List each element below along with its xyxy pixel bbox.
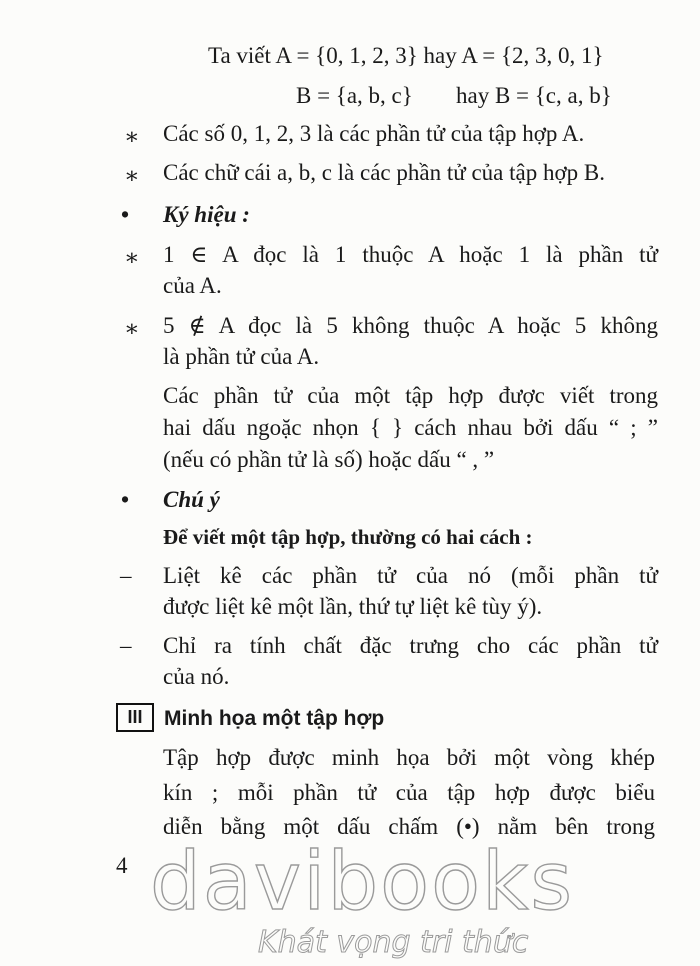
symbol-paragraph-line-2: hai dấu ngoặc nhọn { } cách nhau bởi dấu “ ; ”: [163, 415, 658, 440]
method-1-line-2: được liệt kê một lần, thứ tự liệt kê tùy ý).: [163, 594, 543, 619]
note-1-text: Các số 0, 1, 2, 3 là các phần tử của tập hợp A.: [163, 121, 585, 146]
symbol-item-2-line-1: 5 ∉ A đọc là 5 không thuộc A hoặc 5 không: [163, 313, 658, 338]
method-1-marker: –: [120, 563, 132, 588]
section-paragraph-line-3: diễn bằng một dấu chấm (•) nằm bên trong: [163, 814, 655, 839]
note-section-subheading: Để viết một tập hợp, thường có hai cách :: [163, 525, 533, 549]
note-2-marker: ∗: [124, 163, 140, 188]
method-2-line-1: Chỉ ra tính chất đặc trưng cho các phần tử: [163, 633, 658, 658]
watermark-slogan: Khát vọng tri thức: [258, 925, 529, 960]
symbol-item-1-marker: ∗: [124, 245, 140, 270]
watermark-brand: davibooks: [150, 835, 575, 928]
section-number: III: [127, 707, 143, 727]
symbol-item-2-line-2: là phần tử của A.: [163, 344, 320, 369]
section-number-box: [116, 703, 154, 732]
example-line-2b: hay B = {c, a, b}: [456, 83, 612, 108]
method-1-line-1: Liệt kê các phần tử của nó (mỗi phần tử: [163, 563, 658, 588]
method-2-line-2: của nó.: [163, 664, 230, 689]
symbol-paragraph-line-3: (nếu có phần tử là số) hoặc dấu “ , ”: [163, 447, 495, 472]
symbol-paragraph-line-1: Các phần tử của một tập hợp được viết trong: [163, 383, 658, 408]
symbol-item-1-line-1: 1 ∈ A đọc là 1 thuộc A hoặc 1 là phần tử: [163, 242, 658, 267]
note-2-text: Các chữ cái a, b, c là các phần tử của tập hợp B.: [163, 160, 605, 185]
symbol-item-1-line-2: của A.: [163, 273, 222, 298]
note-1-marker: ∗: [124, 124, 140, 149]
symbol-heading: Ký hiệu :: [163, 202, 250, 227]
symbol-item-2-marker: ∗: [124, 316, 140, 341]
section-paragraph-line-1: Tập hợp được minh họa bởi một vòng khép: [163, 745, 655, 770]
example-line-2a: B = {a, b, c}: [296, 83, 413, 108]
note-section-bullet: •: [121, 487, 130, 512]
example-line-1: Ta viết A = {0, 1, 2, 3} hay A = {2, 3, 0, 1}: [208, 43, 604, 68]
method-2-marker: –: [120, 633, 132, 658]
section-title: Minh họa một tập hợp: [164, 707, 385, 730]
note-section-heading: Chú ý: [163, 487, 220, 512]
section-paragraph-line-2: kín ; mỗi phần tử của tập hợp được biểu: [163, 780, 655, 805]
page-number: 4: [116, 853, 128, 878]
symbol-bullet: •: [121, 202, 130, 227]
